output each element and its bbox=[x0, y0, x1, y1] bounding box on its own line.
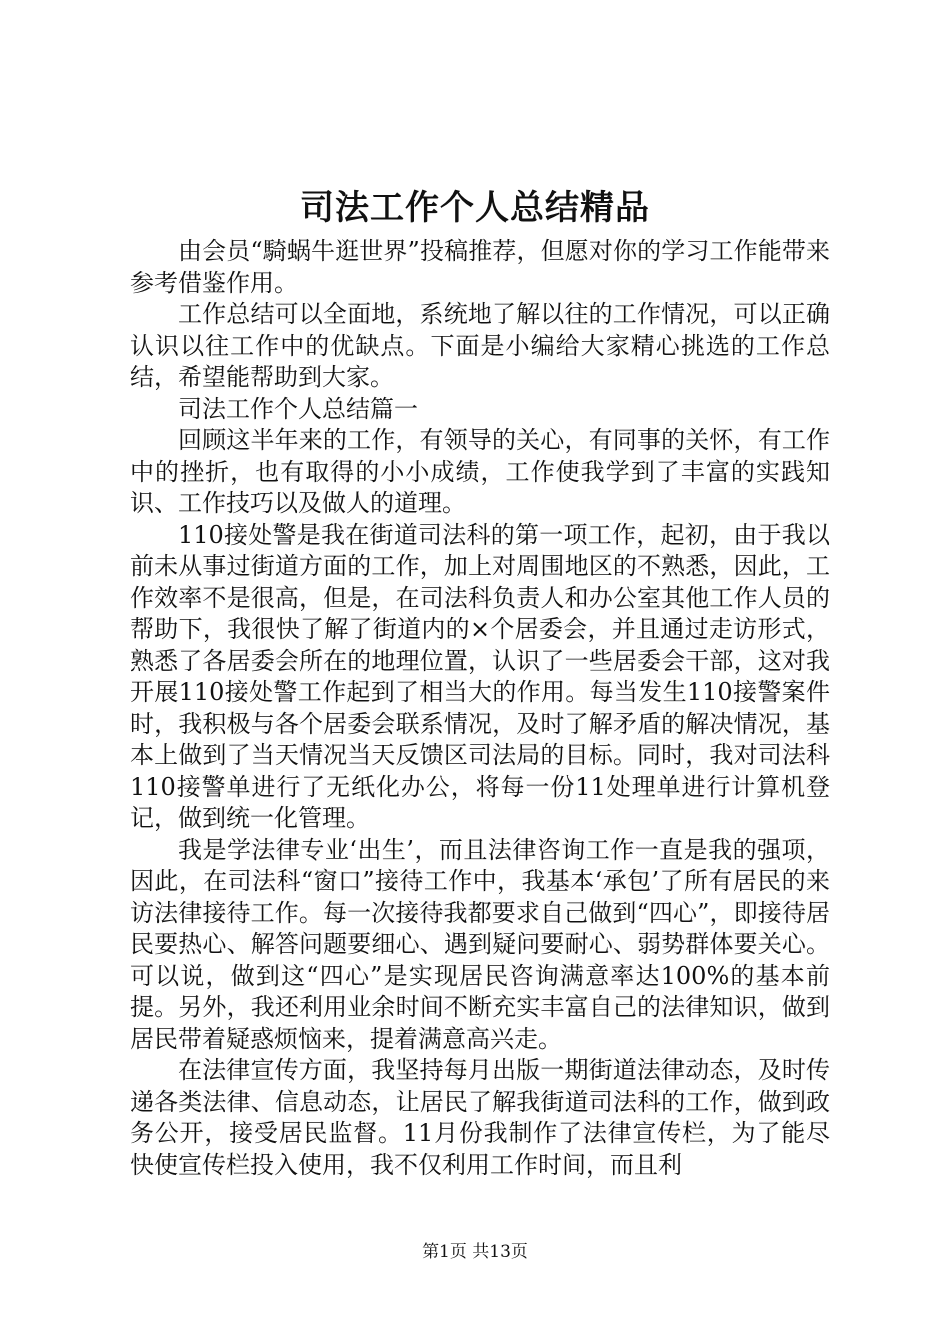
paragraph-legal-consulting: 我是学法律专业‘出生’，而且法律咨询工作一直是我的强项，因此，在司法科“窗口”接待工作中，我基本‘承包’了所有居民的来访法律接待工作。每一次接待我都要求自己做到“四心”，即接待居民要热心、解答问题要细心、遇到疑问要耐心、弱势群体要关心。可以说，做到这“四心”是实现居民咨询满意率达100%的基本前提。另外，我还利用业余时间不断充实丰富自己的法律知识，做到居民带着疑惑烦恼来，提着满意高兴走。 bbox=[130, 835, 830, 1053]
page-footer: 第1页 共13页 bbox=[422, 1242, 528, 1262]
document-body bbox=[130, 236, 830, 1181]
section-heading: 司法工作个人总结篇一 bbox=[178, 394, 418, 423]
paragraph-intro-summary: 工作总结可以全面地，系统地了解以往的工作情况，可以正确认识以往工作中的优缺点。下面是小编给大家精心挑选的工作总结，希望能帮助到大家。 bbox=[130, 300, 830, 391]
document-title: 司法工作个人总结精品 bbox=[300, 188, 650, 228]
paragraph-legal-publicity: 在法律宣传方面，我坚持每月出版一期街道法律动态，及时传递各类法律、信息动态，让居民了解我街道司法科的工作，做到政务公开，接受居民监督。11月份我制作了法律宣传栏，为了能尽快使宣传栏投入使用，我不仅利用工作时间，而且利 bbox=[130, 1056, 830, 1179]
paragraph-110-work: 110接处警是我在街道司法科的第一项工作，起初，由于我以前未从事过街道方面的工作，加上对周围地区的不熟悉，因此，工作效率不是很高，但是，在司法科负责人和办公室其他工作人员的帮助下，我很快了解了街道内的×个居委会，并且通过走访形式，熟悉了各居委会所在的地理位置，认识了一些居委会干部，这对我开展110接处警工作起到了相当大的作用。每当发生110接警案件时，我积极与各个居委会联系情况，及时了解矛盾的解决情况，基本上做到了当天情况当天反馈区司法局的目标。同时，我对司法科110接警单进行了无纸化办公，将每一份11处理单进行计算机登记，做到统一化管理。 bbox=[130, 520, 830, 832]
paragraph-intro-note: 由会员“騎蜗牛逛世界”投稿推荐，但愿对你的学习工作能带来参考借鉴作用。 bbox=[130, 237, 830, 297]
paragraph-review: 回顾这半年来的工作，有领导的关心，有同事的关怀，有工作中的挫折，也有取得的小小成绩，工作使我学到了丰富的实践知识、工作技巧以及做人的道理。 bbox=[130, 426, 830, 517]
